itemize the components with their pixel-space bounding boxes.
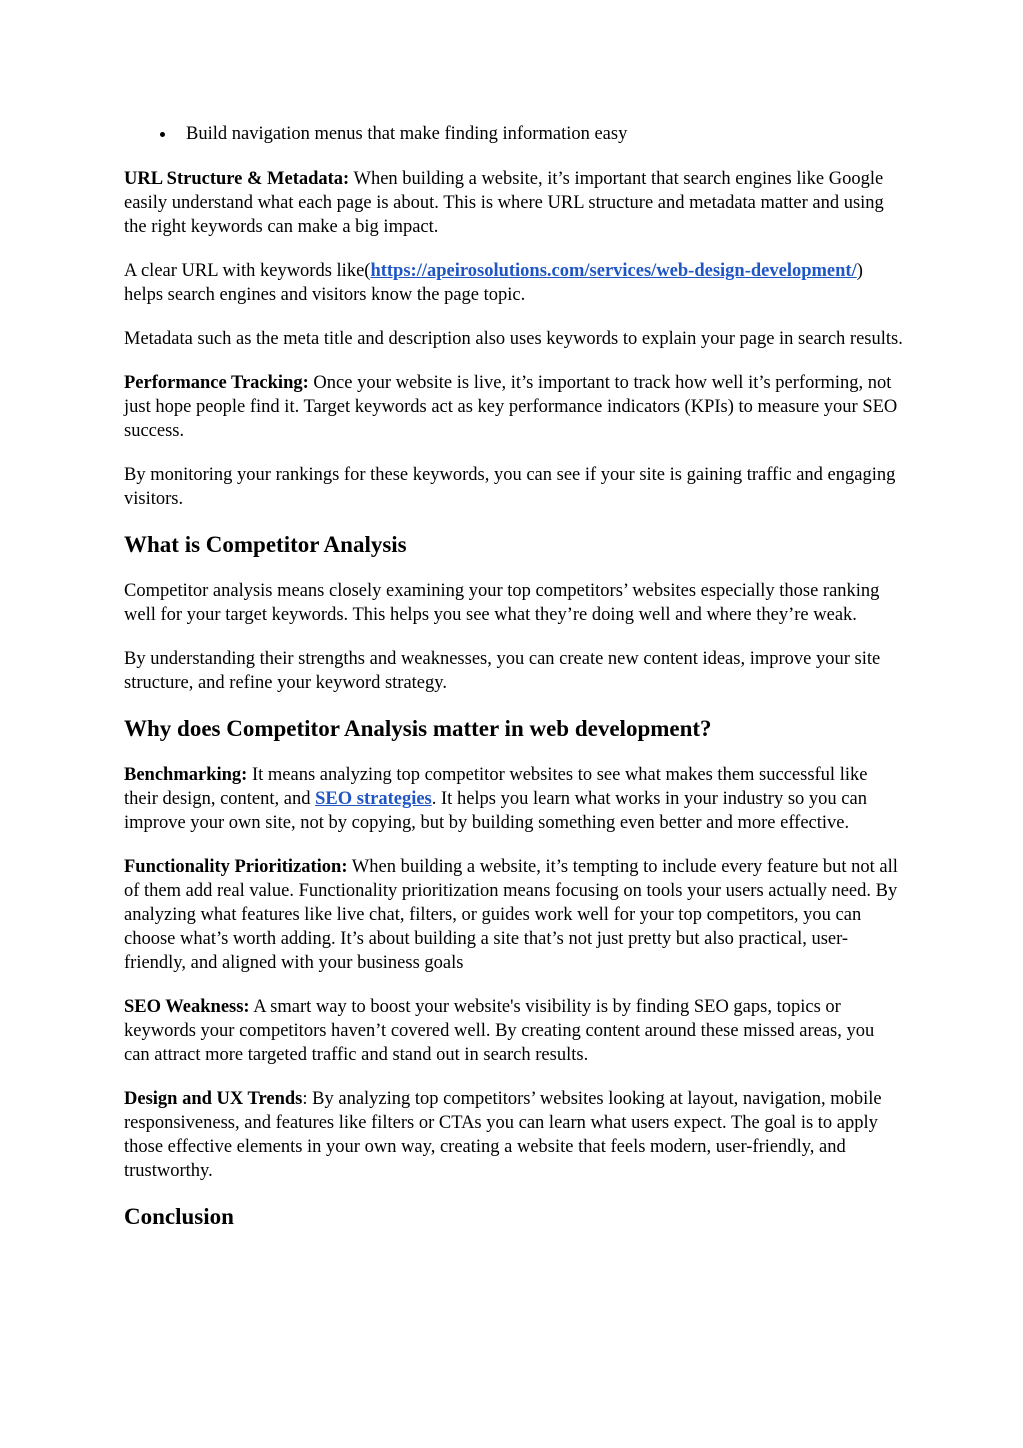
seo-strategies-link[interactable]: SEO strategies <box>315 789 432 809</box>
benchmarking-label: Benchmarking: <box>124 765 248 785</box>
url-structure-paragraph <box>124 167 904 239</box>
benchmarking-after: . It helps you learn what works in your industry so you can improve your own site, not by copying, but by building something even better and more effective. <box>124 789 867 833</box>
seo-weakness-label: SEO Weakness: <box>124 997 250 1017</box>
benchmarking-before: It means analyzing top competitor websites to see what makes them successful like their design, content, and <box>124 765 868 809</box>
design-ux-text: : By analyzing top competitors’ websites looking at layout, navigation, mobile responsiveness, and features like filters or CTAs you can learn what users expect. The goal is to apply those effective elements in your own way, creating a website that feels modern, user-friendly, and trustworthy. <box>124 1089 882 1181</box>
why-competitor-heading: Why does Competitor Analysis matter in web development? <box>124 716 712 741</box>
functionality-label: Functionality Prioritization: <box>124 857 348 877</box>
url-structure-text: When building a website, it’s important that search engines like Google easily understand what each page is about. This is where URL structure and metadata matter and using the right keywords can make a big impact. <box>124 169 884 237</box>
document-page <box>124 122 904 1251</box>
url-structure-label: URL Structure & Metadata: <box>124 169 350 189</box>
clear-url-after: ) helps search engines and visitors know the page topic. <box>124 261 863 305</box>
functionality-paragraph <box>124 855 904 975</box>
competitor-paragraph-1: Competitor analysis means closely examining your top competitors’ websites especially those ranking well for your target keywords. This helps you see what they’re doing well and where they’re weak. <box>124 581 880 625</box>
benchmarking-paragraph <box>124 763 904 835</box>
seo-weakness-paragraph <box>124 995 904 1067</box>
service-url-link[interactable]: https://apeirosolutions.com/services/web-design-development/ <box>370 261 857 281</box>
competitor-analysis-heading: What is Competitor Analysis <box>124 532 407 557</box>
performance-label: Performance Tracking: <box>124 373 309 393</box>
design-ux-paragraph <box>124 1087 904 1183</box>
clear-url-paragraph <box>124 259 904 307</box>
bullet-icon <box>160 132 165 137</box>
functionality-text: When building a website, it’s tempting to include every feature but not all of them add real value. Functionality prioritization means focusing on tools your users actually need. By analyzing what features like live chat, filters, or guides work well for your top competitors, you can choose what’s worth adding. It’s about building a site that’s not just pretty but also practical, user-friendly, and aligned with your business goals <box>124 857 898 973</box>
competitor-paragraph-2: By understanding their strengths and weaknesses, you can create new content ideas, improve your site structure, and refine your keyword strategy. <box>124 649 881 693</box>
performance-paragraph <box>124 371 904 443</box>
seo-weakness-text: A smart way to boost your website's visibility is by finding SEO gaps, topics or keywords your competitors haven’t covered well. By creating content around these missed areas, you can attract more targeted traffic and stand out in search results. <box>124 997 875 1065</box>
performance-text: Once your website is live, it’s important to track how well it’s performing, not just hope people find it. Target keywords act as key performance indicators (KPIs) to measure your SEO success. <box>124 373 898 441</box>
conclusion-heading: Conclusion <box>124 1204 234 1229</box>
list-item <box>124 122 904 146</box>
clear-url-before: A clear URL with keywords like( <box>124 261 371 281</box>
monitoring-paragraph: By monitoring your rankings for these keywords, you can see if your site is gaining traffic and engaging visitors. <box>124 465 896 509</box>
list-item-text: Build navigation menus that make finding information easy <box>186 124 628 144</box>
metadata-paragraph: Metadata such as the meta title and description also uses keywords to explain your page in search results. <box>124 329 903 349</box>
bullet-list <box>124 122 904 146</box>
design-ux-label: Design and UX Trends <box>124 1089 303 1109</box>
